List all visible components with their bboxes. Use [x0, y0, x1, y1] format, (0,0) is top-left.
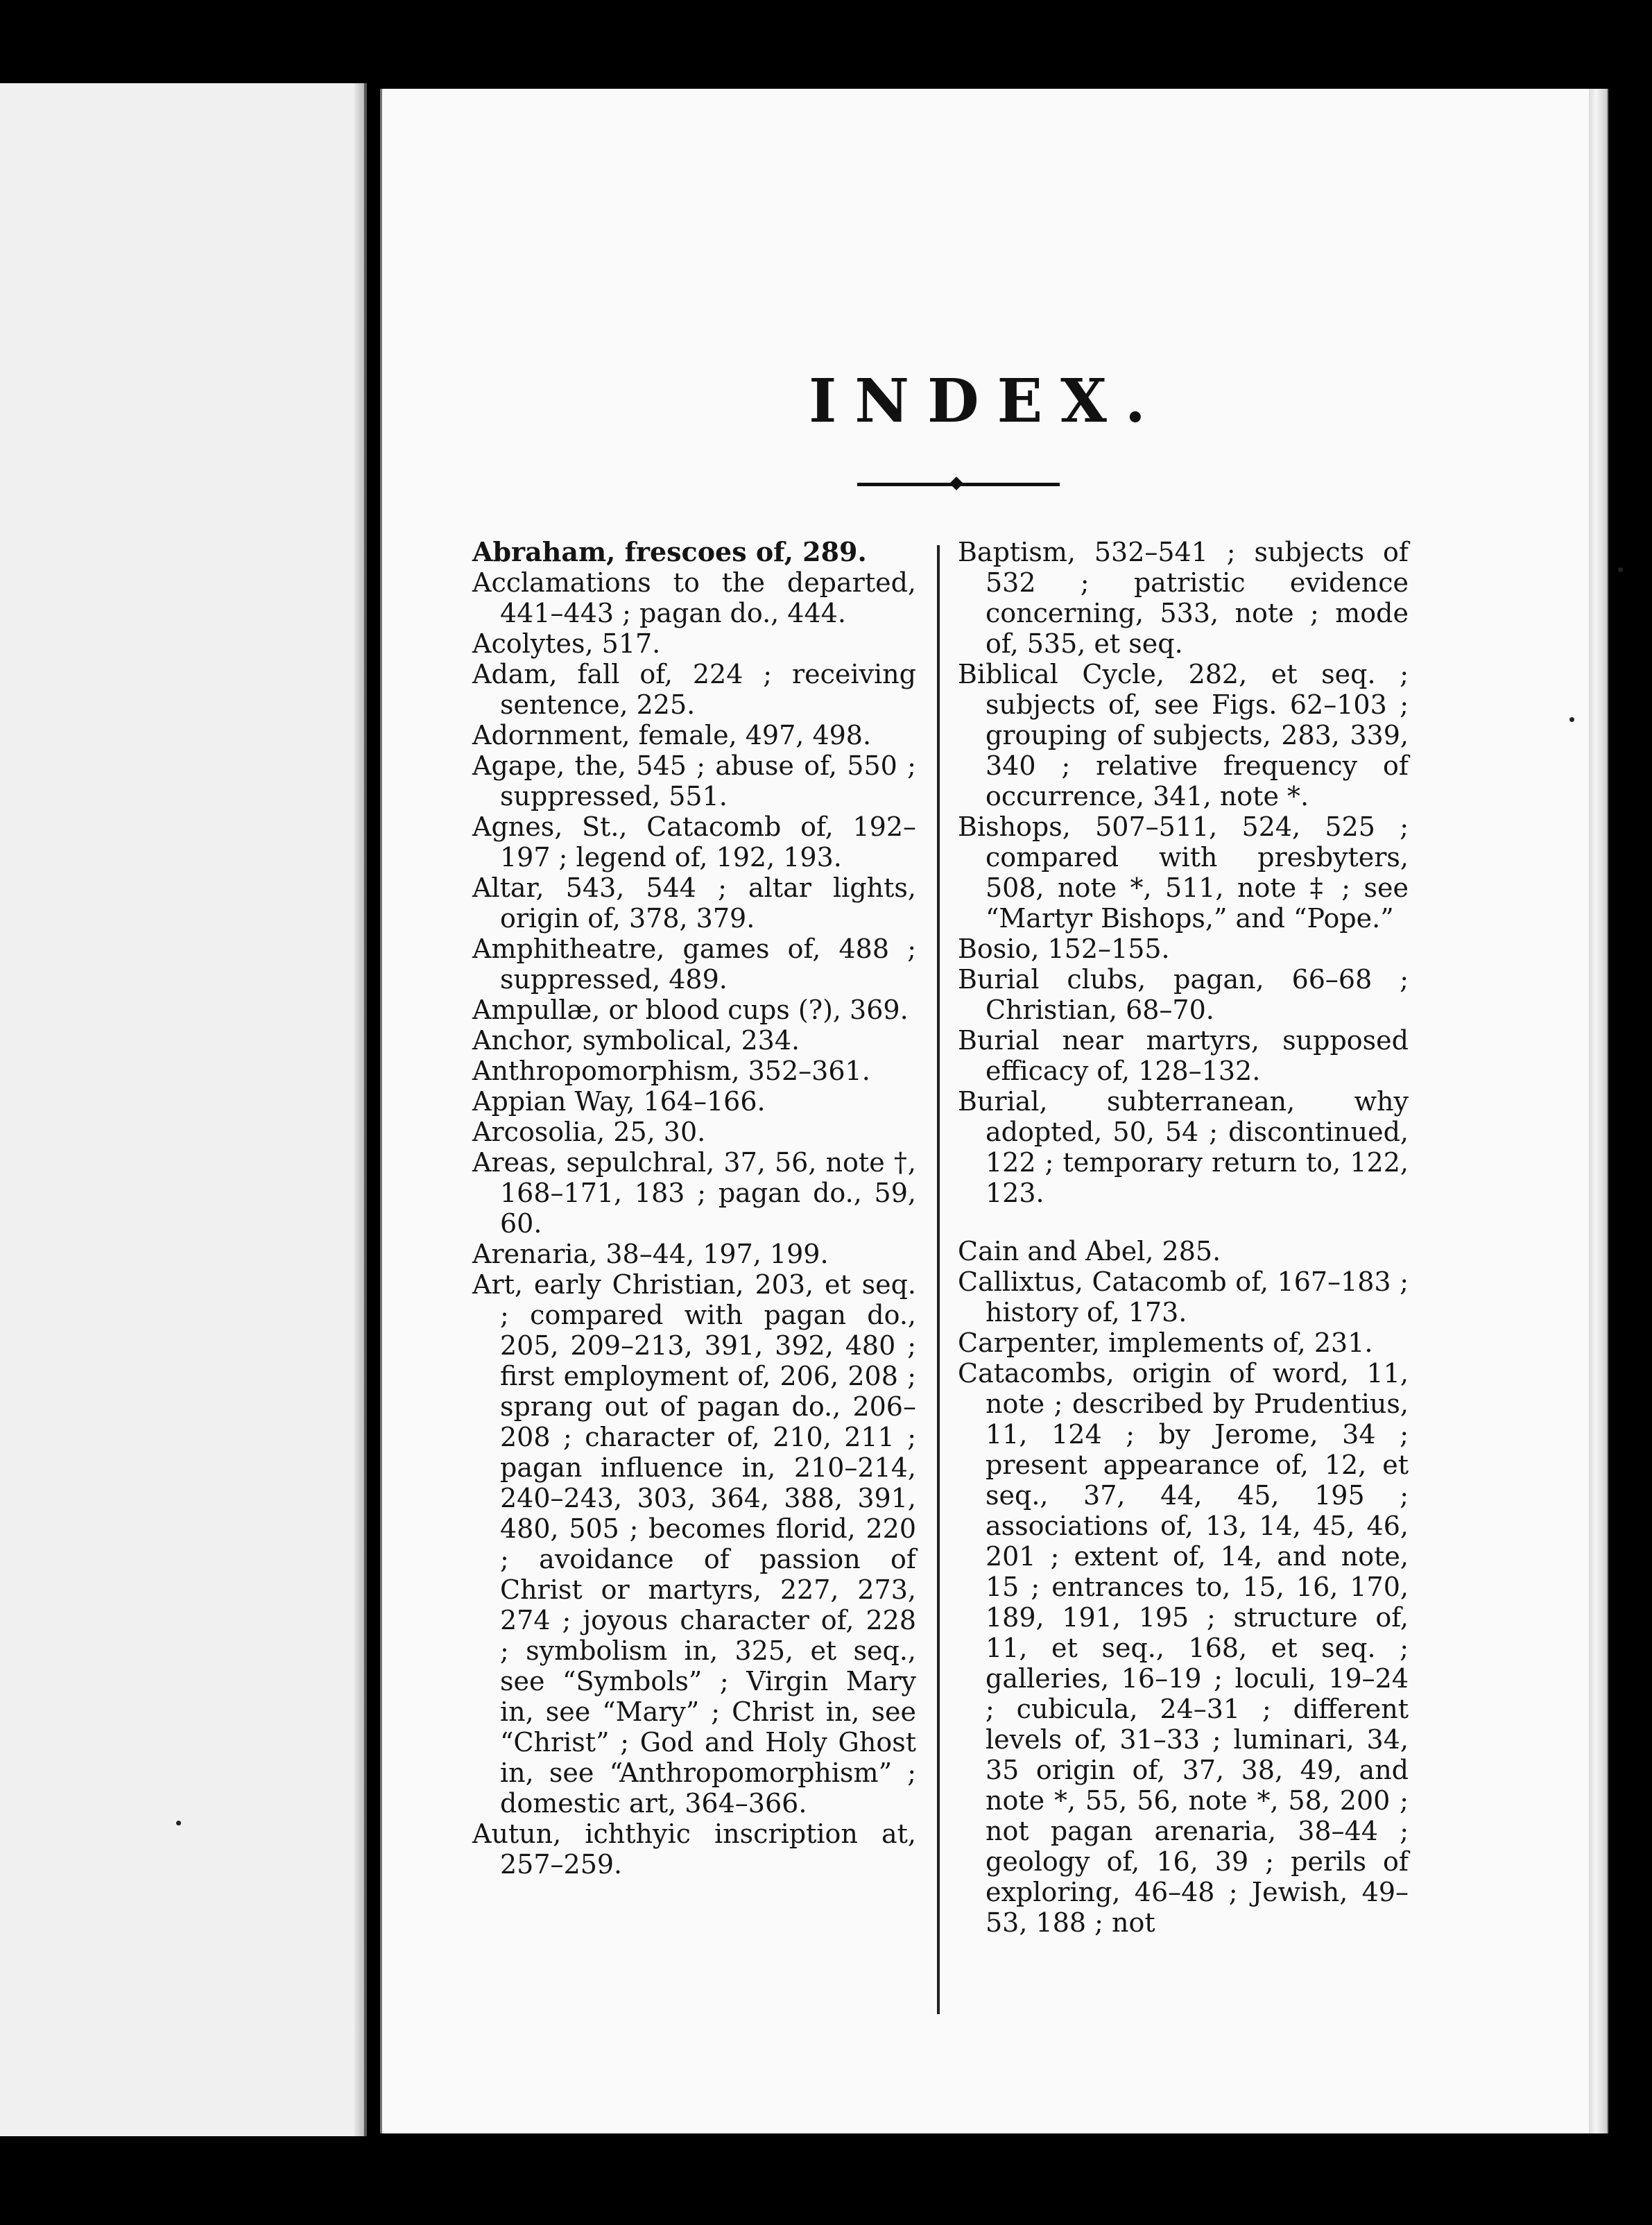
index-entry: Acolytes, 517.: [472, 628, 661, 659]
index-entry: Carpenter, implements of, 231.: [958, 1328, 1373, 1358]
index-entry: Baptism, 532–541 ; subjects of 532 ; patristic evidence concerning, 533, note ; mode of, 535, et seq.: [958, 537, 1409, 659]
index-entry: Autun, ichthyic inscription at, 257–259.: [472, 1819, 916, 1880]
title-ornament-rule: [857, 483, 1060, 486]
index-entry: Anthropomorphism, 352–361.: [472, 1056, 870, 1086]
facing-page: [0, 83, 367, 2136]
index-entry: Art, early Christian, 203, et seq. ; compared with pagan do., 205, 209–213, 391, 392, 480 ; first employment of, 206, 208 ; sprang out of pagan do., 206–208 ; character of, 210, 211 ; pagan influence in, 210–214, 240–243, 303, 364, 388, 391, 480, 505 ; becomes florid, 220 ; avoidance of passion of Christ or martyrs, 227, 273, 274 ; joyous character of, 228 ; symbolism in, 325, et seq., see “Symbols” ; Virgin Mary in, see “Mary” ; Christ in, see “Christ” ; God and Holy Ghost in, see “Anthropomorphism” ; domestic art, 364–366.: [472, 1269, 916, 1819]
index-entry: Catacombs, origin of word, 11, note ; described by Prudentius, 11, 124 ; by Jerome, 34 ; present appearance of, 12, et seq., 37, 44, 45, 195 ; associations of, 13, 14, 45, 46, 201 ; extent of, 14, and note, 15 ; entrances to, 15, 16, 170, 189, 191, 195 ; structure of, 11, et seq., 168, et seq. ; galleries, 16–19 ; loculi, 19–24 ; cubicula, 24–31 ; different levels of, 31–33 ; luminari, 34, 35 origin of, 37, 38, 49, and note *, 55, 56, note *, 58, 200 ; not pagan arenaria, 38–44 ; geology of, 16, 39 ; perils of exploring, 46–48 ; Jewish, 49–53, 188 ; not: [958, 1358, 1409, 1938]
print-speck: [176, 1821, 181, 1825]
index-entry: Callixtus, Catacomb of, 167–183 ; history of, 173.: [958, 1266, 1409, 1328]
index-column-left: [472, 537, 916, 1880]
print-speck: [1618, 567, 1623, 572]
index-entry: Adam, fall of, 224 ; receiving sentence, 225.: [472, 659, 916, 720]
index-entry: Agnes, St., Catacomb of, 192–197 ; legend of, 192, 193.: [472, 811, 916, 873]
index-entry: Adornment, female, 497, 498.: [472, 720, 872, 750]
index-entry: Bosio, 152–155.: [958, 934, 1170, 964]
index-entry: Agape, the, 545 ; abuse of, 550 ; suppressed, 551.: [472, 750, 916, 811]
letter-group-spacer: [958, 1208, 1409, 1236]
index-entry: Ampullæ, or blood cups (?), 369.: [472, 995, 909, 1025]
index-entry: Burial clubs, pagan, 66–68 ; Christian, 68–70.: [958, 964, 1409, 1025]
page-title: INDEX.: [809, 366, 1164, 436]
index-entry: Altar, 543, 544 ; altar lights, origin of, 378, 379.: [472, 873, 916, 934]
index-entry: Amphitheatre, games of, 488 ; suppressed, 489.: [472, 934, 916, 995]
facing-page-edge: [354, 83, 364, 2136]
page-edge: [1589, 89, 1608, 2133]
index-page: [380, 89, 1590, 2133]
index-entry: Areas, sepulchral, 37, 56, note †, 168–171, 183 ; pagan do., 59, 60.: [472, 1147, 916, 1239]
index-entry: Burial near martyrs, supposed efficacy of, 128–132.: [958, 1025, 1409, 1086]
index-entry: Arenaria, 38–44, 197, 199.: [472, 1239, 829, 1269]
index-entry: Anchor, symbolical, 234.: [472, 1025, 800, 1056]
index-entry: Abraham, frescoes of, 289.: [472, 536, 867, 567]
index-entry: Bishops, 507–511, 524, 525 ; compared with presbyters, 508, note *, 511, note ‡ ; see “Martyr Bishops,” and “Pope.”: [958, 811, 1409, 934]
print-speck: [1569, 717, 1574, 722]
index-entry: Burial, subterranean, why adopted, 50, 54 ; discontinued, 122 ; temporary return to, 122, 123.: [958, 1086, 1409, 1208]
column-divider: [937, 545, 940, 2014]
index-entry: Appian Way, 164–166.: [472, 1086, 766, 1117]
index-entry: Biblical Cycle, 282, et seq. ; subjects of, see Figs. 62–103 ; grouping of subjects, 283, 339, 340 ; relative frequency of occurrence, 341, note *.: [958, 659, 1409, 811]
index-entry: Arcosolia, 25, 30.: [472, 1117, 706, 1147]
index-entry: Cain and Abel, 285.: [958, 1236, 1221, 1266]
index-column-right: [958, 537, 1409, 1938]
index-entry: Acclamations to the departed, 441–443 ; pagan do., 444.: [472, 567, 916, 628]
